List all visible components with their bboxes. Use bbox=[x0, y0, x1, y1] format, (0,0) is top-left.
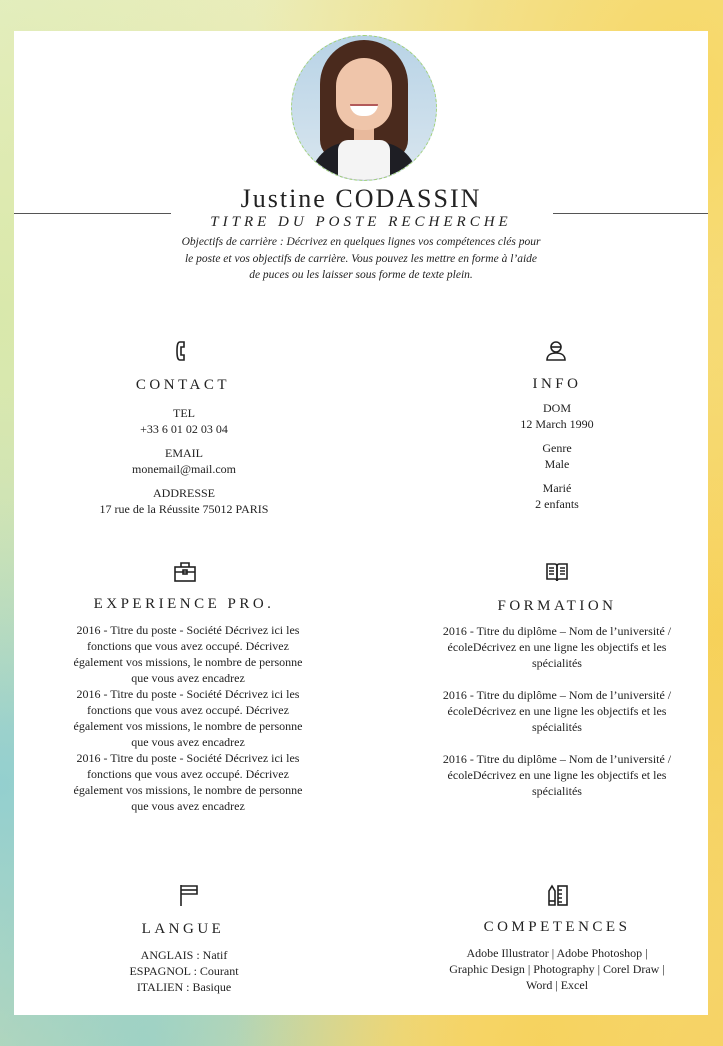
language-item-3: ITALIEN : Basique bbox=[136, 980, 232, 994]
info-heading: INFO bbox=[532, 376, 582, 392]
tel-label: TEL bbox=[173, 406, 195, 420]
address-label: ADDRESSE bbox=[152, 486, 215, 500]
dob-value: 12 March 1990 bbox=[520, 417, 594, 431]
dob-label: DOM bbox=[542, 401, 571, 415]
experience-item-3: 2016 - Titre du poste - Société Décrivez ici les fonctions que vous avez occupé. Décrivez également vos missions, le nombre de personne que vous avez encadrez bbox=[73, 751, 303, 813]
info-block bbox=[477, 400, 637, 520]
contact-heading: CONTACT bbox=[135, 377, 231, 393]
formation-item-1: 2016 - Titre du diplôme – Nom de l’université / écoleDécrivez en une ligne les objectifs et les spécialités bbox=[442, 624, 672, 670]
experience-item-1: 2016 - Titre du poste - Société Décrivez ici les fonctions que vous avez occupé. Décrivez également vos missions, le nombre de personne que vous avez encadrez bbox=[73, 623, 303, 685]
language-item-2: ESPAGNOL : Courant bbox=[129, 964, 239, 978]
language-item-1: ANGLAIS : Natif bbox=[140, 948, 228, 962]
experience-list bbox=[70, 622, 306, 814]
briefcase-icon bbox=[173, 560, 197, 584]
email-value: monemail@mail.com bbox=[131, 462, 237, 476]
phone-icon bbox=[172, 339, 196, 363]
job-title: TITRE DU POSTE RECHERCHE bbox=[210, 214, 512, 230]
email-label: EMAIL bbox=[165, 446, 203, 460]
tel-value: +33 6 01 02 03 04 bbox=[140, 422, 228, 436]
competences-text: Adobe Illustrator | Adobe Photoshop | Graphic Design | Photography | Corel Draw | Word | Excel bbox=[449, 946, 665, 992]
resume-sheet bbox=[14, 31, 708, 1015]
candidate-name: Justine CODASSIN bbox=[240, 184, 482, 213]
formation-list bbox=[442, 623, 672, 815]
person-icon bbox=[544, 339, 568, 363]
book-icon bbox=[545, 560, 569, 584]
address-value: 17 rue de la Réussite 75012 PARIS bbox=[99, 502, 269, 516]
status-value: 2 enfants bbox=[535, 497, 579, 511]
contact-block bbox=[54, 405, 314, 525]
tools-icon bbox=[546, 883, 570, 907]
status-label: Marié bbox=[542, 481, 572, 495]
formation-item-2: 2016 - Titre du diplôme – Nom de l’université / écoleDécrivez en une ligne les objectifs et les spécialités bbox=[442, 688, 672, 734]
genre-label: Genre bbox=[542, 441, 572, 455]
formation-item-3: 2016 - Titre du diplôme – Nom de l’université / écoleDécrivez en une ligne les objectifs et les spécialités bbox=[442, 752, 672, 798]
genre-value: Male bbox=[544, 457, 570, 471]
experience-item-2: 2016 - Titre du poste - Société Décrivez ici les fonctions que vous avez occupé. Décrivez également vos missions, le nombre de personne que vous avez encadrez bbox=[73, 687, 303, 749]
profile-photo bbox=[291, 35, 437, 181]
langue-list bbox=[84, 947, 284, 995]
flag-icon bbox=[177, 883, 201, 907]
career-objective: Objectifs de carrière : Décrivez en quelques lignes vos compétences clés pour le poste et vos objectifs de carrière. Vous pouvez les mettre en forme à l’aide de puces ou les laisser sous forme de texte plein. bbox=[181, 236, 541, 281]
competences-heading: COMPETENCES bbox=[483, 919, 631, 935]
experience-heading: EXPERIENCE PRO. bbox=[93, 596, 275, 612]
formation-heading: FORMATION bbox=[497, 598, 617, 614]
langue-heading: LANGUE bbox=[141, 921, 225, 937]
